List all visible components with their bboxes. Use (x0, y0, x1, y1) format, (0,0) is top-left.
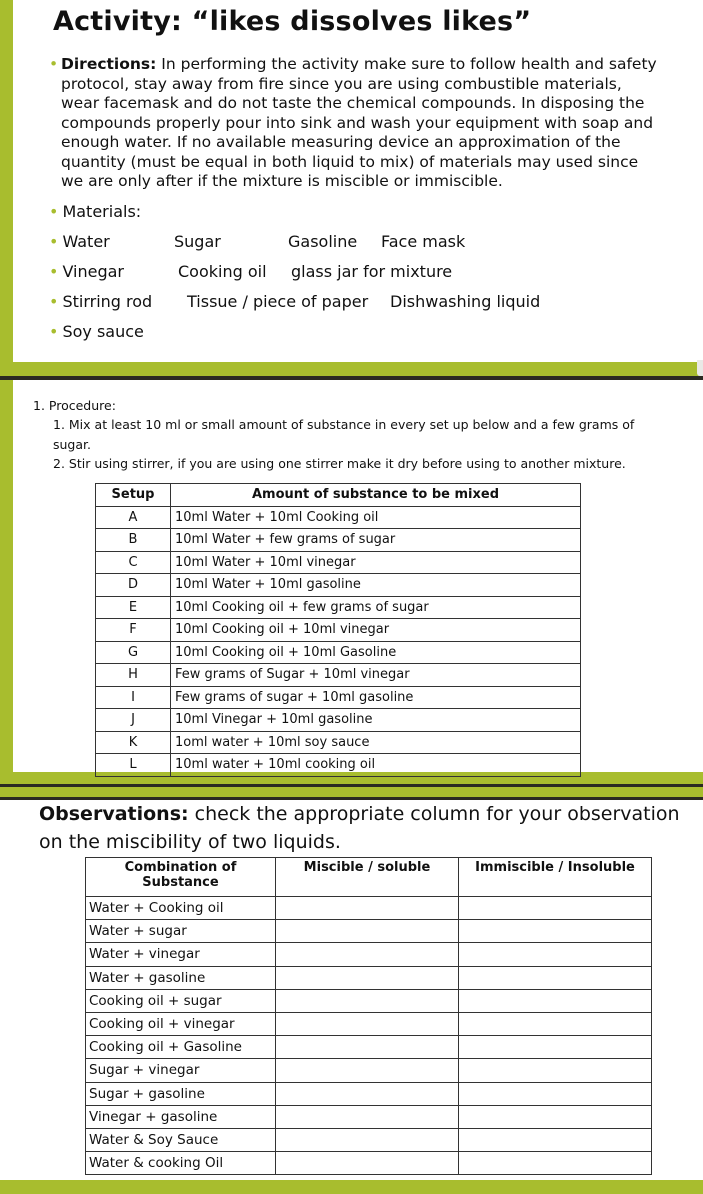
materials-heading: • Materials: (49, 202, 142, 221)
immiscible-checkbox-cell[interactable] (459, 1082, 652, 1105)
table-row (86, 1082, 652, 1105)
combination-cell: Water + vinegar (86, 943, 276, 966)
miscible-checkbox-cell[interactable] (276, 1059, 459, 1082)
table-row (96, 529, 581, 552)
miscible-checkbox-cell[interactable] (276, 1036, 459, 1059)
green-divider-1 (0, 362, 703, 376)
substance-amount: 10ml Cooking oil + 10ml Gasoline (171, 641, 581, 664)
table-row (96, 686, 581, 709)
combination-cell: Water + gasoline (86, 966, 276, 989)
table-header-row (96, 484, 581, 507)
substance-amount: 10ml Water + few grams of sugar (171, 529, 581, 552)
material-item: glass jar for mixture (291, 262, 453, 281)
setup-letter: A (96, 506, 171, 529)
table-row (86, 989, 652, 1012)
table-row (96, 731, 581, 754)
immiscible-column-header: Immiscible / Insoluble (459, 858, 652, 897)
table-row (96, 754, 581, 777)
immiscible-checkbox-cell[interactable] (459, 1105, 652, 1128)
setup-letter: I (96, 686, 171, 709)
miscible-checkbox-cell[interactable] (276, 1012, 459, 1035)
combination-cell: Cooking oil + Gasoline (86, 1036, 276, 1059)
dark-divider-1 (0, 376, 703, 380)
directions-label: Directions: (61, 55, 157, 73)
immiscible-checkbox-cell[interactable] (459, 1012, 652, 1035)
miscible-checkbox-cell[interactable] (276, 1152, 459, 1175)
material-item: Gasoline (288, 232, 358, 251)
activity-slide (13, 0, 703, 360)
setup-letter: H (96, 664, 171, 687)
observations-label: Observations: (39, 803, 189, 825)
left-green-bar-mid (0, 380, 13, 772)
table-row (86, 897, 652, 920)
setup-letter: D (96, 574, 171, 597)
substance-amount: 10ml Water + 10ml gasoline (171, 574, 581, 597)
combination-cell: Cooking oil + vinegar (86, 1012, 276, 1035)
substance-amount: Few grams of sugar + 10ml gasoline (171, 686, 581, 709)
directions-text: In performing the activity make sure to follow health and safety protocol, stay away from fire since you are using combustible materials, wear facemask and do not taste the chemical compounds. In disposing the compounds properly pour into sink and wash your equipment with soap and enough water. If no available measuring device an approximation of the quantity (must be equal in both liquid to mix) of materials may used since we are only after if the mixture is miscible or immiscible. (61, 55, 657, 190)
material-item: • Water (49, 232, 110, 251)
combination-cell: Cooking oil + sugar (86, 989, 276, 1012)
substance-amount: 10ml Cooking oil + few grams of sugar (171, 596, 581, 619)
observation-table (85, 857, 652, 1175)
table-row (86, 920, 652, 943)
substance-amount: 10ml Cooking oil + 10ml vinegar (171, 619, 581, 642)
combination-cell: Water + Cooking oil (86, 897, 276, 920)
miscible-checkbox-cell[interactable] (276, 989, 459, 1012)
material-item: • Soy sauce (49, 322, 144, 341)
material-item: Sugar (174, 232, 221, 251)
substance-amount: 1oml water + 10ml soy sauce (171, 731, 581, 754)
combination-cell: Vinegar + gasoline (86, 1105, 276, 1128)
bullet-icon: • (49, 292, 59, 311)
table-row (86, 1012, 652, 1035)
setup-letter: J (96, 709, 171, 732)
miscible-checkbox-cell[interactable] (276, 920, 459, 943)
setup-letter: E (96, 596, 171, 619)
bullet-icon: • (49, 262, 59, 281)
table-row (86, 1105, 652, 1128)
immiscible-checkbox-cell[interactable] (459, 897, 652, 920)
table-header-row (86, 858, 652, 897)
material-item: Dishwashing liquid (390, 292, 541, 311)
table-row (96, 641, 581, 664)
combination-cell: Water & cooking Oil (86, 1152, 276, 1175)
table-row (96, 619, 581, 642)
setup-letter: K (96, 731, 171, 754)
procedure-heading: 1. Procedure: (33, 398, 116, 413)
procedure-step-1: 1. Mix at least 10 ml or small amount of substance in every set up below and a few grams of sugar. (53, 417, 635, 452)
miscible-checkbox-cell[interactable] (276, 1082, 459, 1105)
immiscible-checkbox-cell[interactable] (459, 920, 652, 943)
activity-title: Activity: “likes dissolves likes” (53, 6, 532, 37)
green-divider-3 (0, 787, 703, 797)
miscible-checkbox-cell[interactable] (276, 943, 459, 966)
table-row (96, 709, 581, 732)
miscible-checkbox-cell[interactable] (276, 966, 459, 989)
table-row (96, 574, 581, 597)
observations-instructions (39, 800, 689, 856)
miscible-checkbox-cell[interactable] (276, 897, 459, 920)
table-row (96, 664, 581, 687)
setup-table (95, 483, 581, 777)
amount-column-header: Amount of substance to be mixed (171, 484, 581, 507)
combination-column-header: Combination of Substance (86, 858, 276, 897)
miscible-column-header: Miscible / soluble (276, 858, 459, 897)
directions-paragraph (49, 55, 659, 192)
material-item: Face mask (381, 232, 466, 251)
material-item: • Stirring rod (49, 292, 153, 311)
setup-column-header: Setup (96, 484, 171, 507)
substance-amount: 10ml Vinegar + 10ml gasoline (171, 709, 581, 732)
left-green-bar-top (0, 0, 13, 362)
setup-letter: C (96, 551, 171, 574)
table-row (86, 1059, 652, 1082)
setup-letter: G (96, 641, 171, 664)
bottom-green-bar (0, 1180, 703, 1194)
observations-text: check the appropriate column for your observation on the miscibility of two liquids. (39, 803, 680, 853)
bullet-icon: • (49, 232, 59, 251)
table-row (86, 1128, 652, 1151)
setup-letter: B (96, 529, 171, 552)
substance-amount: 10ml Water + 10ml vinegar (171, 551, 581, 574)
substance-amount: 10ml water + 10ml cooking oil (171, 754, 581, 777)
bullet-icon: • (49, 322, 59, 341)
immiscible-checkbox-cell[interactable] (459, 943, 652, 966)
miscible-checkbox-cell[interactable] (276, 1105, 459, 1128)
combination-cell: Sugar + vinegar (86, 1059, 276, 1082)
combination-cell: Sugar + gasoline (86, 1082, 276, 1105)
substance-amount: 10ml Water + 10ml Cooking oil (171, 506, 581, 529)
table-row (86, 943, 652, 966)
substance-amount: Few grams of Sugar + 10ml vinegar (171, 664, 581, 687)
immiscible-checkbox-cell[interactable] (459, 1152, 652, 1175)
immiscible-checkbox-cell[interactable] (459, 966, 652, 989)
setup-letter: F (96, 619, 171, 642)
material-item: • Vinegar (49, 262, 124, 281)
material-item: Cooking oil (178, 262, 267, 281)
table-row (96, 551, 581, 574)
material-item: Tissue / piece of paper (187, 292, 369, 311)
combination-cell: Water & Soy Sauce (86, 1128, 276, 1151)
table-row (86, 1036, 652, 1059)
procedure-slide (13, 392, 703, 771)
bullet-icon: • (49, 55, 59, 73)
table-row (86, 966, 652, 989)
combination-cell: Water + sugar (86, 920, 276, 943)
immiscible-checkbox-cell[interactable] (459, 1059, 652, 1082)
table-row (86, 1152, 652, 1175)
immiscible-checkbox-cell[interactable] (459, 989, 652, 1012)
miscible-checkbox-cell[interactable] (276, 1128, 459, 1151)
bullet-icon: • (49, 202, 59, 221)
procedure-step-2: 2. Stir using stirrer, if you are using one stirrer make it dry before using to another mixture. (53, 456, 626, 471)
setup-letter: L (96, 754, 171, 777)
table-row (96, 506, 581, 529)
immiscible-checkbox-cell[interactable] (459, 1036, 652, 1059)
table-row (96, 596, 581, 619)
immiscible-checkbox-cell[interactable] (459, 1128, 652, 1151)
observations-slide (13, 800, 703, 1176)
